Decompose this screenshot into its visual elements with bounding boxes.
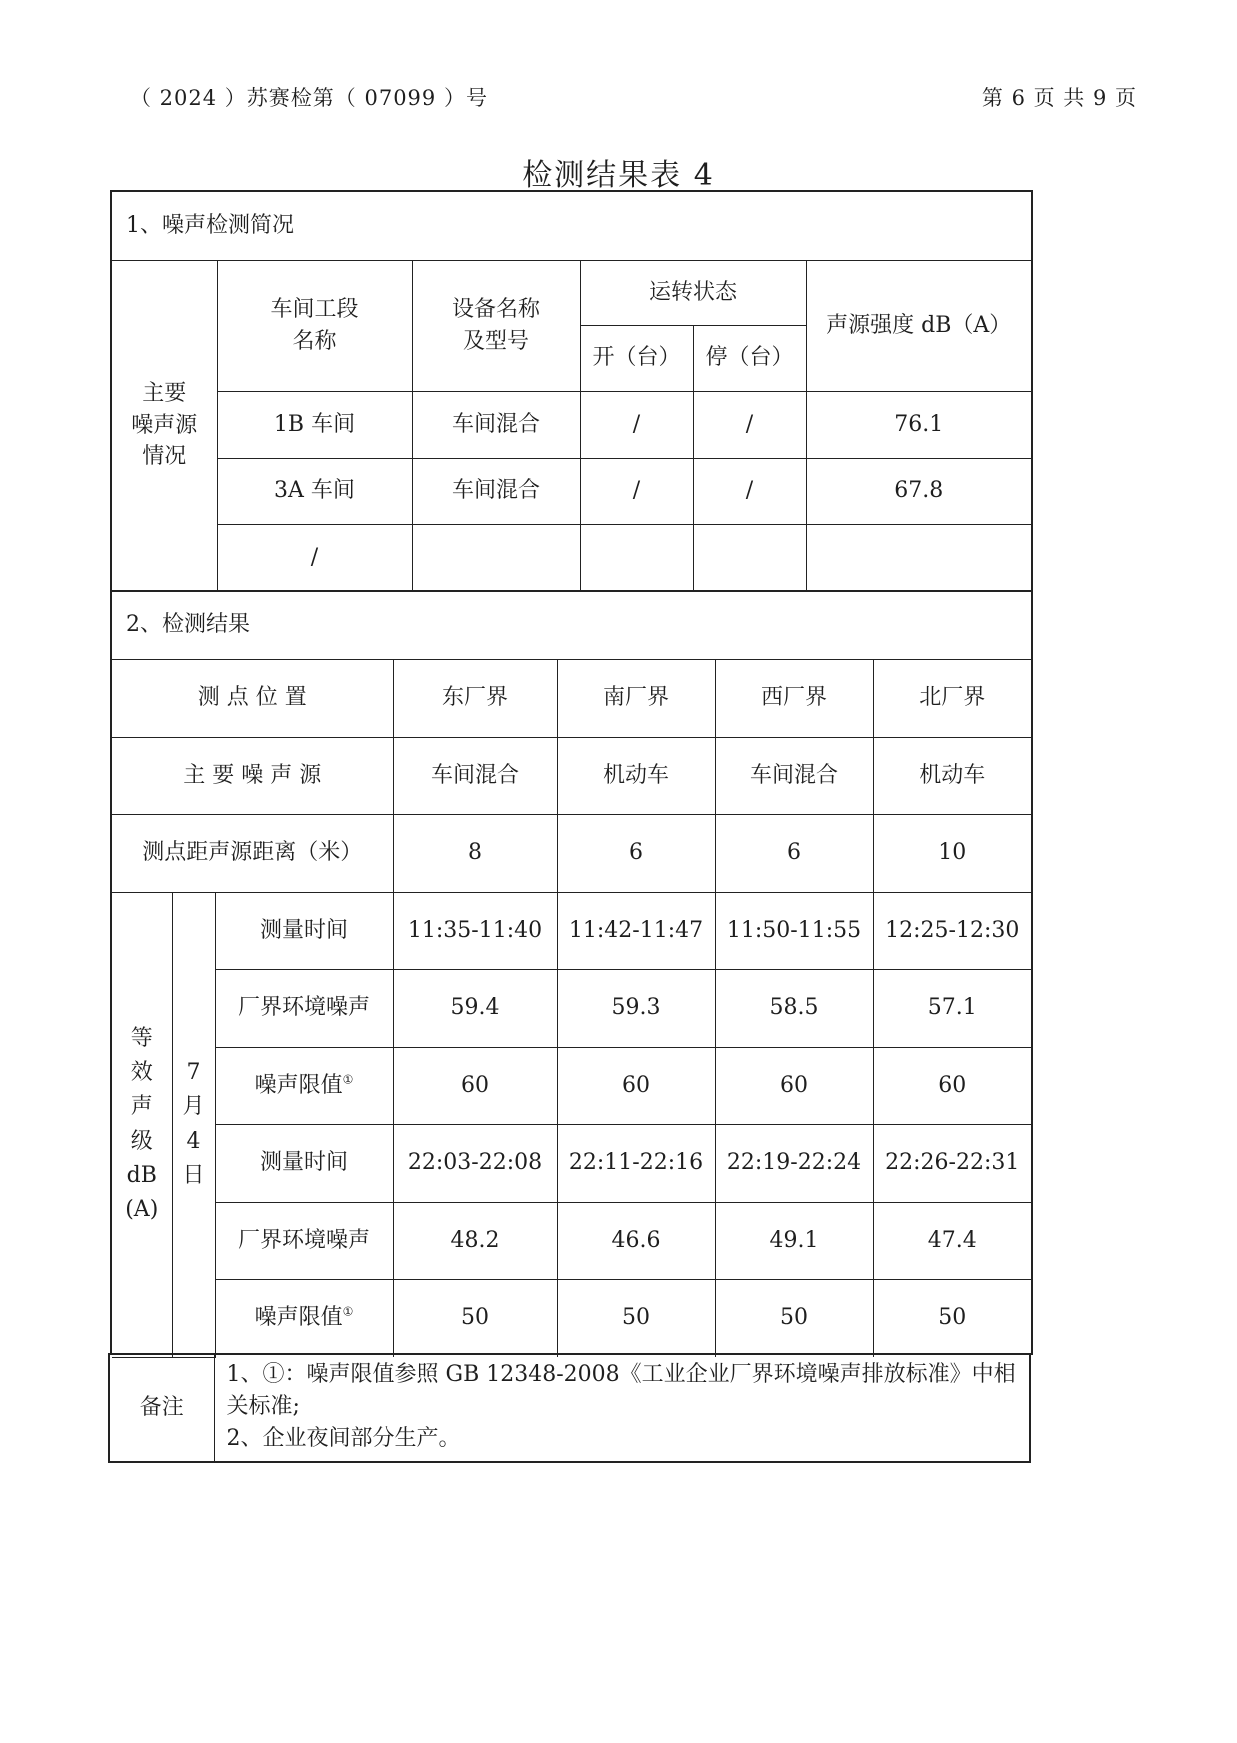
noise-cell: 57.1 xyxy=(873,969,1031,1047)
workshop-cell: 1B 车间 xyxy=(217,391,412,458)
workshop-header: 车间工段 名称 xyxy=(217,260,412,391)
distance-cell: 10 xyxy=(873,814,1031,892)
results-table xyxy=(110,590,1033,1355)
limit-cell: 50 xyxy=(873,1279,1031,1357)
table-row xyxy=(112,1279,1031,1357)
workshop-cell: / xyxy=(217,524,412,591)
limit-cell: 50 xyxy=(557,1279,715,1357)
time-cell: 11:35-11:40 xyxy=(393,892,557,969)
intensity-cell: 67.8 xyxy=(806,458,1031,524)
noise-cell: 59.3 xyxy=(557,969,715,1047)
noise-cell: 59.4 xyxy=(393,969,557,1047)
report-number: （ 2024 ）苏赛检第（ 07099 ）号 xyxy=(130,86,488,110)
time-label: 测量时间 xyxy=(215,892,393,969)
table-row xyxy=(112,969,1031,1047)
noise-cell: 47.4 xyxy=(873,1202,1031,1279)
time-cell: 11:42-11:47 xyxy=(557,892,715,969)
page-title: 检测结果表 4 xyxy=(522,158,715,193)
location-cell: 南厂界 xyxy=(557,659,715,737)
remark-line: 1、①：噪声限值参照 GB 12348-2008《工业企业厂界环境噪声排放标准》中相关标准; xyxy=(226,1362,1016,1420)
location-label: 测 点 位 置 xyxy=(112,659,393,737)
equipment-cell: 车间混合 xyxy=(412,391,580,458)
time-cell: 22:26-22:31 xyxy=(873,1124,1031,1202)
intensity-header: 声源强度 dB（A） xyxy=(806,260,1031,391)
time-cell: 22:03-22:08 xyxy=(393,1124,557,1202)
limit-cell: 60 xyxy=(393,1047,557,1124)
table-row xyxy=(112,458,1031,524)
section1-heading: 1、噪声检测简况 xyxy=(112,192,1031,260)
footnote-mark: ① xyxy=(342,1072,354,1087)
off-header: 停（台） xyxy=(693,325,806,391)
on-cell: / xyxy=(580,391,693,458)
off-cell: / xyxy=(693,458,806,524)
footnote-mark: ① xyxy=(342,1304,354,1319)
remarks-label: 备注 xyxy=(110,1355,214,1461)
table-row xyxy=(112,1124,1031,1202)
noise-cell: 48.2 xyxy=(393,1202,557,1279)
table-row xyxy=(112,524,1031,591)
remarks-table xyxy=(108,1353,1031,1463)
location-cell: 北厂界 xyxy=(873,659,1031,737)
noise-label: 厂界环境噪声 xyxy=(215,969,393,1047)
intensity-cell xyxy=(806,524,1031,591)
noise-cell: 46.6 xyxy=(557,1202,715,1279)
noise-label: 厂界环境噪声 xyxy=(215,1202,393,1279)
source-cell: 机动车 xyxy=(557,737,715,814)
intensity-cell: 76.1 xyxy=(806,391,1031,458)
table-row xyxy=(112,737,1031,814)
table-row xyxy=(112,814,1031,892)
noise-cell: 49.1 xyxy=(715,1202,873,1279)
date-label: 7 月 4 日 xyxy=(172,892,215,1357)
time-label: 测量时间 xyxy=(215,1124,393,1202)
distance-cell: 6 xyxy=(557,814,715,892)
table-row xyxy=(112,659,1031,737)
on-cell: / xyxy=(580,458,693,524)
remarks-content xyxy=(214,1355,1029,1461)
location-cell: 西厂界 xyxy=(715,659,873,737)
main-source-label: 主要 噪声源 情况 xyxy=(112,260,217,591)
time-cell: 22:19-22:24 xyxy=(715,1124,873,1202)
workshop-cell: 3A 车间 xyxy=(217,458,412,524)
limit-cell: 50 xyxy=(393,1279,557,1357)
source-cell: 车间混合 xyxy=(715,737,873,814)
limit-cell: 60 xyxy=(873,1047,1031,1124)
on-header: 开（台） xyxy=(580,325,693,391)
limit-cell: 50 xyxy=(715,1279,873,1357)
page-indicator: 第 6 页 共 9 页 xyxy=(981,86,1137,110)
equivalent-level-label: 等 效 声 级 dB (A) xyxy=(112,892,172,1357)
status-header: 运转状态 xyxy=(580,260,806,325)
off-cell: / xyxy=(693,391,806,458)
source-label: 主 要 噪 声 源 xyxy=(112,737,393,814)
equipment-cell: 车间混合 xyxy=(412,458,580,524)
distance-cell: 6 xyxy=(715,814,873,892)
source-cell: 车间混合 xyxy=(393,737,557,814)
table-row xyxy=(112,391,1031,458)
table-row xyxy=(112,1202,1031,1279)
table-row xyxy=(112,892,1031,969)
time-cell: 11:50-11:55 xyxy=(715,892,873,969)
limit-label: 噪声限值① xyxy=(215,1047,393,1124)
limit-cell: 60 xyxy=(557,1047,715,1124)
distance-label: 测点距声源距离（米） xyxy=(112,814,393,892)
section2-heading: 2、检测结果 xyxy=(112,592,1031,659)
remark-line: 2、企业夜间部分生产。 xyxy=(226,1425,461,1451)
noise-cell: 58.5 xyxy=(715,969,873,1047)
location-cell: 东厂界 xyxy=(393,659,557,737)
off-cell xyxy=(693,524,806,591)
time-cell: 22:11-22:16 xyxy=(557,1124,715,1202)
limit-cell: 60 xyxy=(715,1047,873,1124)
noise-source-table xyxy=(110,190,1033,591)
equipment-header: 设备名称 及型号 xyxy=(412,260,580,391)
on-cell xyxy=(580,524,693,591)
table-row xyxy=(112,1047,1031,1124)
equipment-cell xyxy=(412,524,580,591)
time-cell: 12:25-12:30 xyxy=(873,892,1031,969)
distance-cell: 8 xyxy=(393,814,557,892)
limit-label: 噪声限值① xyxy=(215,1279,393,1357)
source-cell: 机动车 xyxy=(873,737,1031,814)
